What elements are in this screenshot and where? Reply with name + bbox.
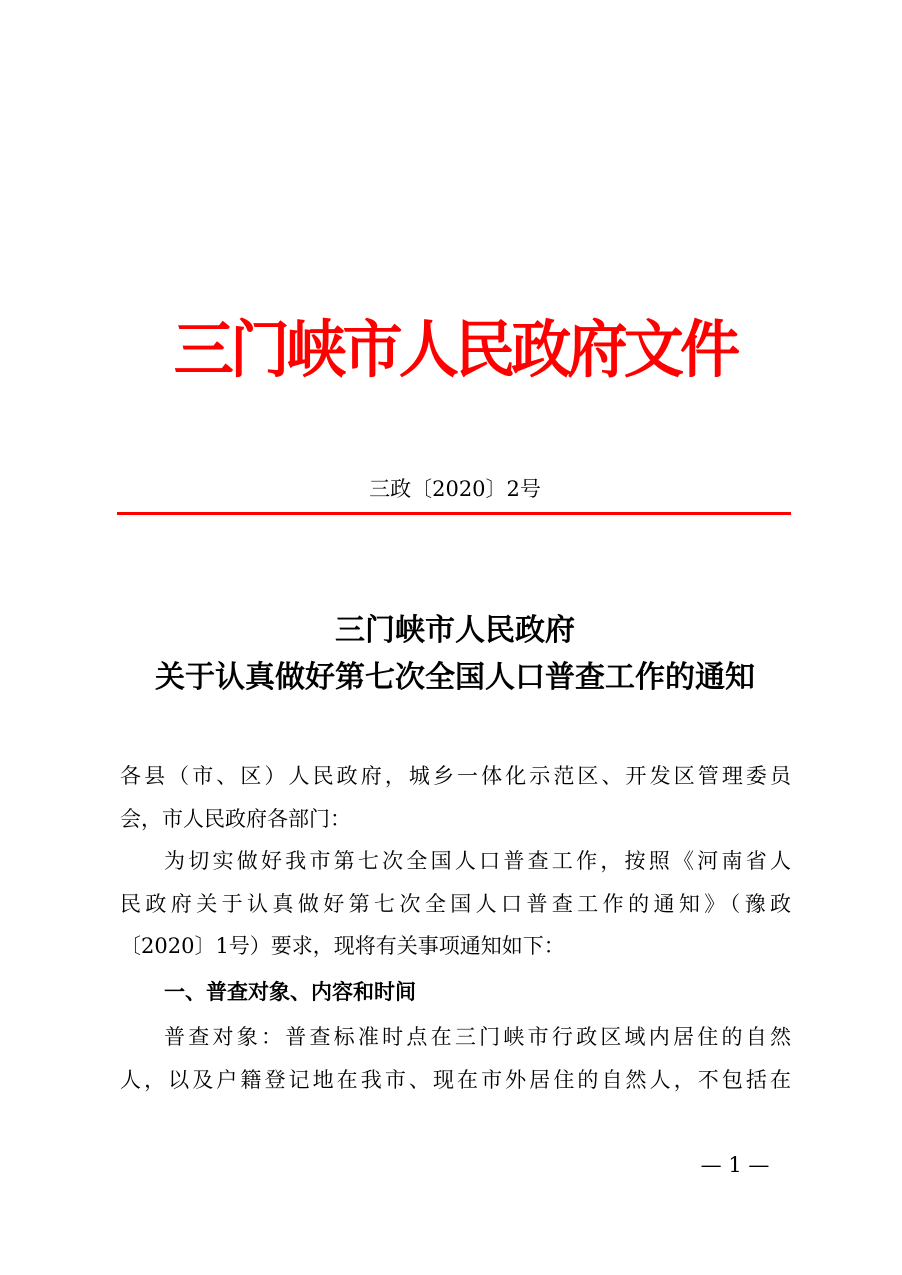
body-line: 普查对象：普查标准时点在三门峡市行政区域内居住的自然 <box>164 1024 791 1049</box>
red-divider-rule <box>117 512 791 515</box>
document-number: 三政〔2020〕2号 <box>369 477 541 501</box>
body-line: 〔2020〕1号）要求，现将有关事项通知如下： <box>120 934 565 959</box>
notice-title-line-2: 关于认真做好第七次全国人口普查工作的通知 <box>155 660 755 695</box>
document-body <box>120 755 791 1101</box>
body-line: 各县（市、区）人民政府，城乡一体化示范区、开发区管理委员 <box>120 764 791 788</box>
section-1-paragraph <box>120 1016 791 1101</box>
addressee-paragraph <box>120 755 791 840</box>
body-line: 为切实做好我市第七次全国人口普查工作，按照《河南省人 <box>164 849 791 874</box>
body-line: 民政府关于认真做好第七次全国人口普查工作的通知》（豫政 <box>120 891 791 916</box>
section-heading-1: 一、普查对象、内容和时间 <box>164 979 416 1004</box>
body-line: 人，以及户籍登记地在我市、现在市外居住的自然人，不包括在 <box>120 1067 791 1092</box>
intro-paragraph <box>120 840 791 968</box>
masthead-title: 三门峡市人民政府文件 <box>173 313 737 386</box>
page-number: — 1 — <box>700 1153 770 1177</box>
body-line: 会，市人民政府各部门： <box>120 806 351 831</box>
notice-title-line-1: 三门峡市人民政府 <box>335 613 575 648</box>
